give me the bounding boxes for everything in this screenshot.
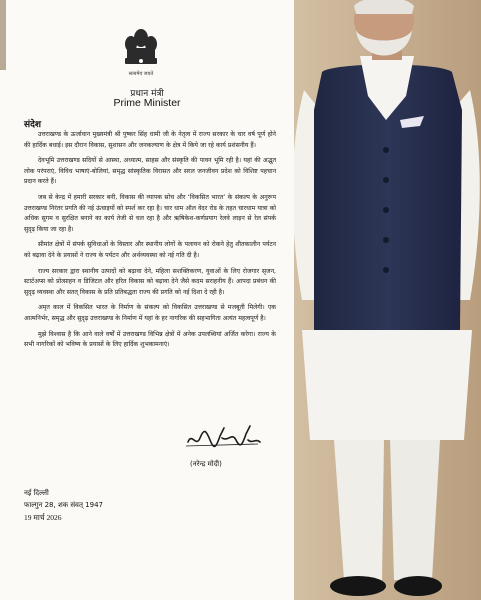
date-saka: फाल्गुन 28, शक संवत् 1947	[24, 501, 103, 509]
paragraph: जब से केन्द्र में हमारी सरकार बनी, विकास की व्यापक सोच और ‘विकसित भारत’ के संकल्प के अनुरूप उत्तराखण्ड निरंतर प्रगति की नई ऊंचाइयों को स्पर्श कर रहा है। चार धाम ऑल वेदर रोड के तहत चारधाम यात्रा को अधिक सुगम व सुरक्षित बनाने का कार्य तेजी से चल रहा है और ऋषिकेश-कर्णप्रयाग रेलवे लाइन से रेल संपर्क सुदृढ़ किया जा रहा है।	[24, 193, 276, 233]
signatory-name: (नरेन्द्र मोदी)	[190, 460, 222, 468]
emblem-motto: सत्यमेव जयते	[128, 71, 154, 77]
date-gregorian: 19 मार्च 2026	[24, 513, 62, 522]
message-body	[24, 130, 276, 356]
paragraph: मुझे विश्वास है कि आने वाले वर्षों में उत्तराखण्ड विभिन्न क्षेत्रों में अनेक उपलब्धियां अर्जित करेगा। राज्य के सभी नागरिकों को भविष्य के प्रयासों के लिए हार्दिक शुभकामनाएं।	[24, 330, 276, 349]
left-edge-strip	[0, 0, 6, 70]
paragraph: उत्तराखण्ड के ऊर्जावान मुख्यमंत्री श्री पुष्कर सिंह धामी जी के नेतृत्व में राज्य सरकार के चार वर्ष पूर्ण होने की हार्दिक बधाई। इस दौरान विकास, सुशासन और जनकल्याण के क्षेत्र में किये जा रहे कार्य प्रशंसनीय हैं।	[24, 131, 276, 149]
paragraph: अमृत काल में विकसित भारत के निर्माण के संकल्प को विकसित उत्तराखण्ड से मजबूती मिलेगी। एक आत्मनिर्भर, समृद्ध और सुदृढ़ उत्तराखण्ड के निर्माण में यहां के हर नागरिक की सहभागिता अत्यंत महत्वपूर्ण है।	[24, 304, 276, 322]
office-title-english: Prime Minister	[113, 97, 181, 109]
message-heading: संदेश	[24, 120, 41, 130]
paragraph: सीमांत क्षेत्रों में संपर्क सुविधाओं के विस्तार और स्थानीय लोगों के पलायन को रोकने हेतु शीतकालीन पर्यटन को बढ़ावा देने के प्रयासों ने राज्य के पर्यटन और अर्थव्यवस्था को नई गति दी है।	[24, 241, 276, 259]
national-emblem-icon	[119, 24, 163, 80]
paragraph: राज्य सरकार द्वारा स्थानीय उत्पादों को बढ़ावा देने, महिला सशक्तिकरण, युवाओं के लिए रोजगार सृजन, स्टार्टअप्स को प्रोत्साहन व डिजिटल और हरित विकास को बढ़ावा देने जैसे कदम सराहनीय हैं। आपदा प्रबंधन की सुदृढ़ व्यवस्था और सतत् विकास के प्रति प्रतिबद्धता राज्य की प्रगति को नई दिशा दे रही है।	[24, 267, 276, 296]
portrait-photo	[294, 0, 481, 600]
portrait-figure	[294, 0, 481, 600]
place: नई दिल्ली	[24, 489, 49, 497]
handwritten-signature	[184, 418, 264, 454]
office-title-hindi: प्रधान मंत्री	[130, 89, 164, 99]
paragraph: देवभूमि उत्तराखण्ड सदियों से आस्था, अध्यात्म, साहस और संस्कृति की पावन भूमि रही है। यहां की अद्भुत लोक परंपराएं, विविध भाषाएं-बोलियां, समृद्ध सांस्कृतिक विरासत और सरल जनजीवन प्रदेश को विशिष्ट पहचान प्रदान करते हैं।	[24, 157, 276, 186]
